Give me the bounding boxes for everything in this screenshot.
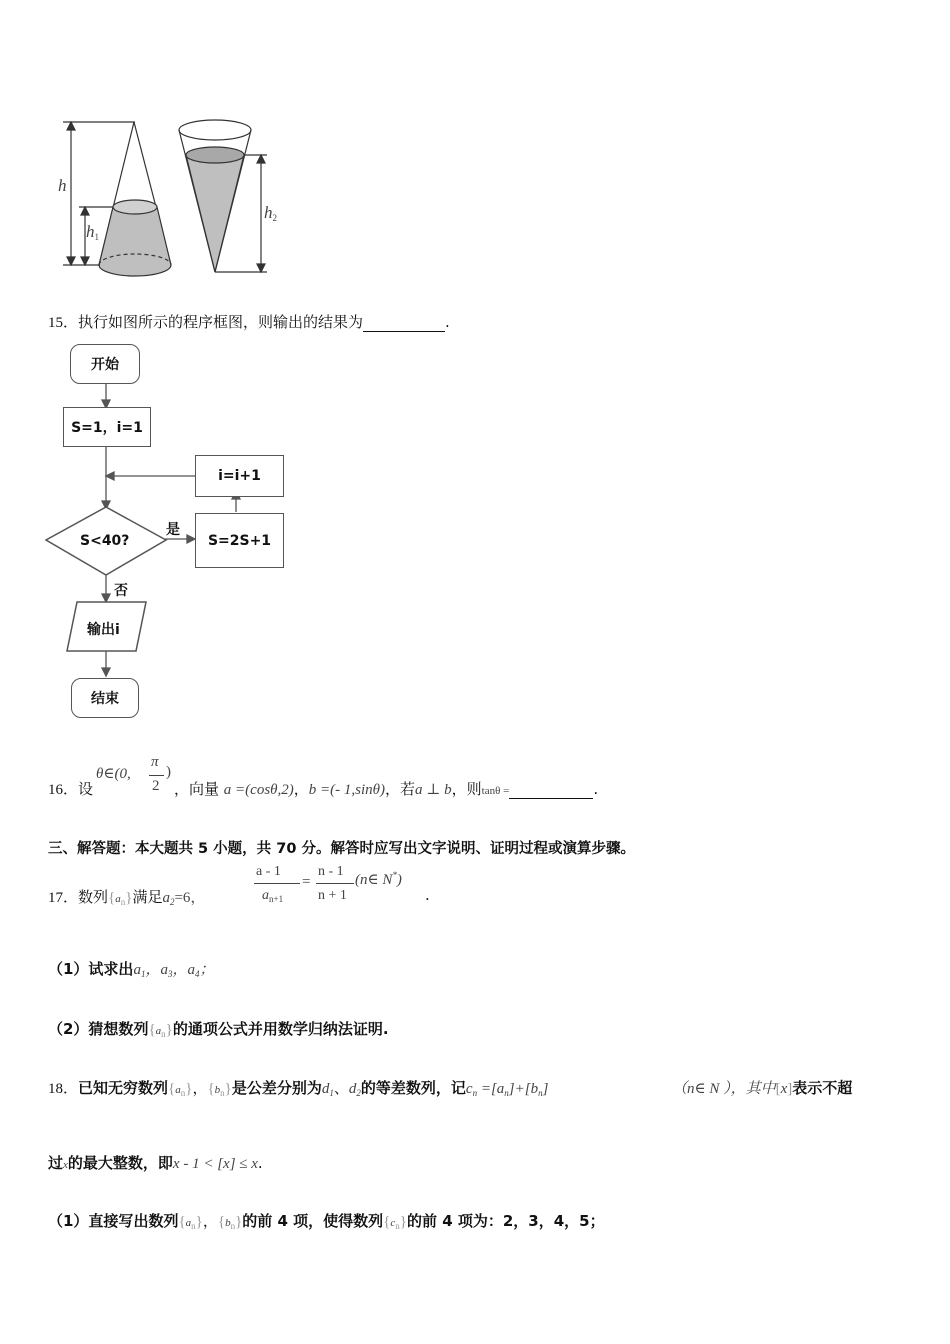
q18-condition xyxy=(672,1077,852,1098)
label-h: h xyxy=(58,176,67,195)
floor-x: [x] xyxy=(775,1081,793,1097)
q17-part2 xyxy=(48,1018,389,1039)
answer-blank xyxy=(363,313,445,332)
a2-term: $a_2$ xyxy=(162,890,175,907)
q17-end: . xyxy=(425,886,430,904)
text-max-integer: 的最大整数，即 xyxy=(67,1154,173,1172)
text-over: 过 xyxy=(48,1154,64,1172)
recurrence-line-left xyxy=(254,883,300,884)
right-cone xyxy=(179,120,251,272)
d1: $d_1$ xyxy=(321,1081,334,1098)
sequence-c: $\{c_n\}$ xyxy=(383,1214,407,1231)
text-arith-seq: 的等差数列，记 xyxy=(360,1079,466,1097)
text-vector: ，向量 xyxy=(174,780,220,798)
recurrence-condition: (n∈ N*) xyxy=(355,870,402,888)
q18-part1: （1）直接写出数列$\{a_n\}$，$\{b_n\}$的前 4 项，使得数列$\{c_n\}$的前 4 项为：2，3，4，5； xyxy=(48,1212,605,1231)
fraction-line xyxy=(149,775,164,776)
separator: 、 xyxy=(333,1079,349,1097)
question-number: 15． xyxy=(48,315,79,331)
recurrence-numerator: a - 1 xyxy=(256,864,281,879)
vector-b: b =(- 1,sinθ) xyxy=(308,782,386,798)
vector-a: a =(cosθ,2) xyxy=(223,782,294,798)
part1-label: （1）试求出 xyxy=(48,960,134,978)
flow-end: 结束 xyxy=(71,678,139,718)
sequence-a: $\{a_n\}$ xyxy=(148,1022,173,1039)
sequence-a: $\{a_n\}$ xyxy=(108,890,133,907)
n-condition: （n∈ N ），其中 xyxy=(672,1081,776,1097)
period: . xyxy=(445,313,450,331)
q16-line xyxy=(174,778,598,799)
text-common-diff: 是公差分别为 xyxy=(231,1079,322,1097)
text-satisfy: 满足 xyxy=(132,888,163,906)
flow-init: S=1，i=1 xyxy=(63,407,151,447)
flow-condition: S<40? xyxy=(80,533,130,549)
part1-mid: 的前 4 项，使得数列 xyxy=(242,1212,384,1230)
pi-numerator: π xyxy=(151,754,159,770)
sequence-a: $\{a_n\}$ xyxy=(178,1214,203,1231)
tan-expression: tanθ = xyxy=(481,785,510,797)
text-infinite-seq: 已知无穷数列 xyxy=(78,1079,169,1097)
q17-part1 xyxy=(48,958,215,979)
question-number: 18． xyxy=(48,1081,79,1097)
period: . xyxy=(257,1154,263,1172)
sequence-b: $\{b_n\}$ xyxy=(207,1081,232,1098)
text-if: ，若 xyxy=(385,780,416,798)
flow-yes: 是 xyxy=(166,522,180,538)
answer-blank xyxy=(509,780,593,799)
sequence-b: $\{b_n\}$ xyxy=(217,1214,243,1231)
section-heading: 三、解答题：本大题共 5 小题，共 70 分。解答时应写出文字说明、证明过程或演算步骤。 xyxy=(48,841,635,857)
text-not-exceed: 表示不超 xyxy=(792,1079,853,1097)
flow-process: S=2S+1 xyxy=(195,513,284,568)
theta-range: θ∈(0, xyxy=(96,766,131,782)
question-17 xyxy=(48,886,205,907)
terms-a1-a3-a4: $a_1$，$a_3$，$a_4$； xyxy=(133,962,215,979)
flow-no: 否 xyxy=(114,583,128,599)
cone-figure xyxy=(55,110,295,285)
part1-label: （1）直接写出数列 xyxy=(48,1212,179,1230)
a2-value: =6， xyxy=(174,890,206,906)
period: . xyxy=(593,780,599,798)
label-h2: $h_2$ xyxy=(264,203,277,223)
flow-increment: i=i+1 xyxy=(195,455,284,497)
label-h1: $h_1$ xyxy=(86,222,99,242)
perpendicular: a ⊥ b xyxy=(415,782,452,798)
text-then: ，则 xyxy=(451,780,482,798)
question-16 xyxy=(48,778,93,799)
cn-definition: $c_n =[a_n]+[b_n]$ xyxy=(465,1081,549,1098)
text-sequence: 数列 xyxy=(78,888,109,906)
left-cone xyxy=(99,122,171,276)
floor-inequality: x - 1 < [x] ≤ x xyxy=(172,1156,258,1172)
recurrence-line-right xyxy=(316,883,354,884)
range-close: ) xyxy=(166,764,171,780)
question-number: 17． xyxy=(48,890,79,906)
sequence-a: $\{a_n\}$ xyxy=(168,1081,193,1098)
question-number: 16． xyxy=(48,782,79,798)
question-text: 执行如图所示的程序框图，则输出的结果为 xyxy=(78,313,364,331)
flow-output: 输出i xyxy=(87,622,120,638)
d2: $d_2$ xyxy=(348,1081,361,1098)
recurrence-rhs-numerator: n - 1 xyxy=(318,864,344,879)
equals: = xyxy=(302,874,311,890)
question-18: 18．已知无穷数列$\{a_n\}$，$\{b_n\}$是公差分别为$d_1$、$d_2$的等差数列，记$c_n =[a_n]+[b_n]$ xyxy=(48,1079,549,1098)
pi-denominator: 2 xyxy=(152,778,160,794)
flow-start: 开始 xyxy=(70,344,140,384)
var-x: x xyxy=(63,1159,68,1171)
part2-text: 的通项公式并用数学归纳法证明. xyxy=(172,1020,389,1038)
question-15 xyxy=(48,311,450,332)
part2-label: （2）猜想数列 xyxy=(48,1020,149,1038)
recurrence-rhs-denominator: n + 1 xyxy=(318,888,347,903)
recurrence-denominator: $a_{n+1}$ xyxy=(262,888,284,904)
part1-end: 的前 4 项为：2，3，4，5； xyxy=(406,1212,605,1230)
text-set: 设 xyxy=(78,780,94,798)
comma: ， xyxy=(293,780,309,798)
q18-line2 xyxy=(48,1152,263,1173)
